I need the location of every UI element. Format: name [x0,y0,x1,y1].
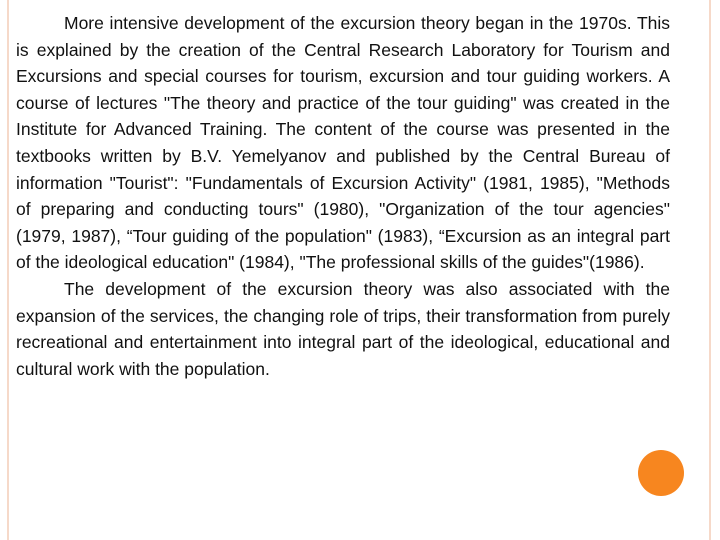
right-border-line [709,0,711,540]
paragraph-1: More intensive development of the excursion theory began in the 1970s. This is explained by the creation of the Central Research Laboratory for Tourism and Excursions and special courses for tourism, excursion and tour guiding workers. A course of lectures "The theory and practice of the tour guiding" was created in the Institute for Advanced Training. The content of the course was presented in the textbooks written by B.V. Yemelyanov and published by the Central Bureau of information "Tourist": "Fundamentals of Excursion Activity" (1981, 1985), "Methods of preparing and conducting tours" (1980), "Organization of the tour agencies" (1979, 1987), “Tour guiding of the population" (1983), “Excursion as an integral part of the ideological education" (1984), "The professional skills of the guides"(1986). [16,13,670,273]
slide-text-body [16,10,670,382]
orange-circle-decoration [638,450,684,496]
paragraph-2: The development of the excursion theory was also associated with the expansion of the services, the changing role of trips, their transformation from purely recreational and entertainment into integral part of the ideological, educational and cultural work with the population. [16,278,670,379]
left-border-line [7,0,9,540]
